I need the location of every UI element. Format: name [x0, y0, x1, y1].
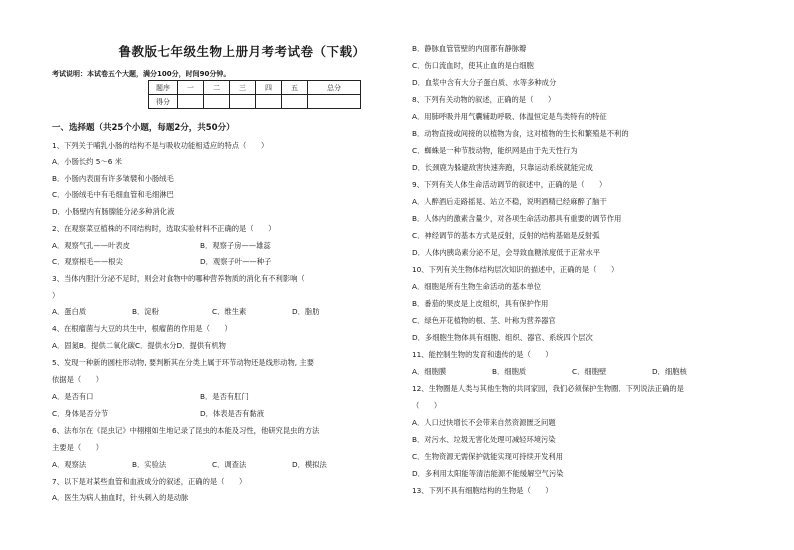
- option-text: D．小肠壁内有肠腺能分泌多种消化液: [52, 207, 175, 216]
- option-text: D．长颈鹿为躲避敌害快速奔跑，只靠运动系统就能完成: [412, 163, 593, 172]
- option-text: B．对污水、垃圾无害化处理可减轻环境污染: [412, 435, 556, 444]
- question-stem-cont: 主要是（ ）: [52, 443, 104, 452]
- option-text: B．番茄的果皮是上皮组织，具有保护作用: [412, 299, 549, 308]
- option-text: D．多利用太阳能等清洁能源不能缓解空气污染: [412, 469, 564, 478]
- option-row: [52, 392, 382, 402]
- option-text: D．人体内胰岛素分泌不足，会导致血糖浓度低于正常水平: [412, 248, 601, 257]
- option-text: B．动物直接或间接的以植物为食，这对植物的生长和繁殖是不利的: [412, 129, 629, 138]
- option-text: D．血浆中含有大分子蛋白质、水等多种成分: [412, 78, 557, 87]
- question-stem: 12、生物圈是人类与其他生物的共同家园，我们必须保护生物圈．下列说法正确的是: [412, 384, 684, 393]
- score-blank[interactable]: [308, 95, 361, 109]
- question-stem-cont: 依据是（ ）: [52, 375, 104, 384]
- option-text: C．绿色开花植物的根、茎、叶称为营养器官: [412, 316, 556, 325]
- option-row: [412, 367, 742, 377]
- option-text: D．体表是否有黏液: [200, 409, 264, 418]
- option-text: C．细胞壁: [572, 367, 607, 376]
- question-stem: 5、发现一种新的圆柱形动物, 要判断其在分类上属于环节动物还是线形动物, 主要: [52, 358, 315, 367]
- question-stem: 8、下列有关动物的叙述，正确的是（ ）: [412, 95, 556, 104]
- option-text: B．观察子房——雄蕊: [200, 241, 271, 250]
- question-stem: 10、下列有关生物体结构层次知识的描述中，正确的是（ ）: [412, 265, 619, 274]
- score-cell: 一: [178, 81, 204, 95]
- score-blank[interactable]: [204, 95, 230, 109]
- option-text: C．伤口流血时，使其止血的是白细胞: [412, 61, 534, 70]
- option-text: A．人口过快增长不会带来自然资源匮乏问题: [412, 418, 556, 427]
- option-row: [52, 409, 382, 419]
- question-stem: 3、当体内胆汁分泌不足时，则会对食物中的哪种营养物质的消化有不利影响（: [52, 274, 305, 283]
- exam-instructions: 考试说明：本试卷五个大题，满分100分，时间90分钟。: [52, 70, 231, 78]
- option-row: [52, 257, 382, 267]
- exam-title: 鲁教版七年级生物上册月考考试卷（下载）: [118, 44, 366, 59]
- option-text: A．是否有口: [52, 392, 94, 401]
- score-blank[interactable]: [256, 95, 282, 109]
- option-text: A．小肠长约 5～6 米: [52, 157, 122, 166]
- option-text: B．是否有肛门: [200, 392, 249, 401]
- question-stem: 2、在观察菜豆植株的不同结构时，选取实验材料不正确的是（ ）: [52, 224, 276, 233]
- option-text: D．多细胞生物体具有细胞、组织、器官、系统四个层次: [412, 333, 593, 342]
- option-text: A．人醉酒后走路摇晃、站立不稳，说明酒精已经麻醉了脑干: [412, 197, 607, 206]
- score-cell: 得分: [149, 95, 178, 109]
- option-row: [52, 307, 382, 317]
- question-stem: 7、以下是对某些血管和血液成分的叙述，正确的是（ ）: [52, 477, 247, 486]
- question-stem: 4、在根瘤菌与大豆的共生中，根瘤菌的作用是（ ）: [52, 324, 232, 333]
- option-text: C．观察根毛——根尖: [52, 257, 123, 266]
- option-text: C．小肠绒毛中有毛细血管和毛细淋巴: [52, 190, 174, 199]
- score-cell: 三: [230, 81, 256, 95]
- score-cell: 题序: [149, 81, 178, 95]
- score-cell: 四: [256, 81, 282, 95]
- option-text: B．淀粉: [132, 307, 159, 316]
- option-text: C．神经调节的基本方式是反射，反射的结构基础是反射弧: [412, 231, 600, 240]
- score-cell: 总分: [308, 81, 361, 95]
- option-text: D．模拟法: [292, 460, 327, 469]
- option-text: A．医生为病人抽血时，针头刺入的是动脉: [52, 493, 189, 502]
- option-text: D．细胞核: [652, 367, 687, 376]
- option-text: A．用肺呼吸并用气囊辅助呼吸、体温恒定是鸟类特有的特征: [412, 112, 607, 121]
- option-text: A．细胞膜: [412, 367, 447, 376]
- question-stem: 13、下列不具有细胞结构的生物是（ ）: [412, 486, 553, 495]
- option-text: A．蛋白质: [52, 307, 87, 316]
- option-text: A．观察气孔——叶表皮: [52, 241, 130, 250]
- score-blank[interactable]: [230, 95, 256, 109]
- option-text: C．身体是否分节: [52, 409, 109, 418]
- option-text: C．调查法: [212, 460, 247, 469]
- option-text: A．细胞是所有生物生命活动的基本单位: [412, 282, 542, 291]
- option-text: B．静脉血管管壁的内面都有静脉瓣: [412, 44, 527, 53]
- option-text: D．观察子叶——种子: [200, 257, 272, 266]
- option-row: [52, 241, 382, 251]
- score-table-score-row: [149, 95, 361, 109]
- option-row: [52, 460, 382, 470]
- score-table: [148, 80, 361, 109]
- option-text: A．固氮B．提供二氧化碳C．提供水分D．提供有机物: [52, 341, 226, 350]
- option-text: B．人体内的激素含量少，对各项生命活动都具有重要的调节作用: [412, 214, 622, 223]
- question-stem: 11、能控制生物的发育和遗传的是（ ）: [412, 350, 553, 359]
- question-stem: 6、法布尔在《昆虫记》中栩栩如生地记录了昆虫的本能及习性，他研究昆虫的方法: [52, 426, 320, 435]
- score-table-header-row: [149, 81, 361, 95]
- option-text: C．维生素: [212, 307, 247, 316]
- question-stem: 1、下列关于哺乳小肠的结构不是与吸收功能相适应的特点（ ）: [52, 141, 269, 150]
- option-text: A．观察法: [52, 460, 87, 469]
- section-heading: 一、选择题（共25个小题，每题2分，共50分）: [52, 123, 235, 133]
- score-blank[interactable]: [282, 95, 308, 109]
- option-text: C．蜘蛛是一种节肢动物，能织网是由于先天性行为: [412, 146, 578, 155]
- option-text: B．小肠内表面有许多皱襞和小肠绒毛: [52, 174, 174, 183]
- question-stem-cont: （ ）: [412, 401, 442, 410]
- question-stem: 9、下列有关人体生命活动调节的叙述中，正确的是（ ）: [412, 180, 607, 189]
- option-text: B．实验法: [132, 460, 167, 469]
- option-text: B．细胞质: [492, 367, 527, 376]
- question-stem-cont: ）: [52, 291, 60, 300]
- option-text: D．脂肪: [292, 307, 320, 316]
- score-cell: 二: [204, 81, 230, 95]
- score-blank[interactable]: [178, 95, 204, 109]
- score-cell: 五: [282, 81, 308, 95]
- option-text: C．生物资源无需保护就能实现可持续开发利用: [412, 452, 564, 461]
